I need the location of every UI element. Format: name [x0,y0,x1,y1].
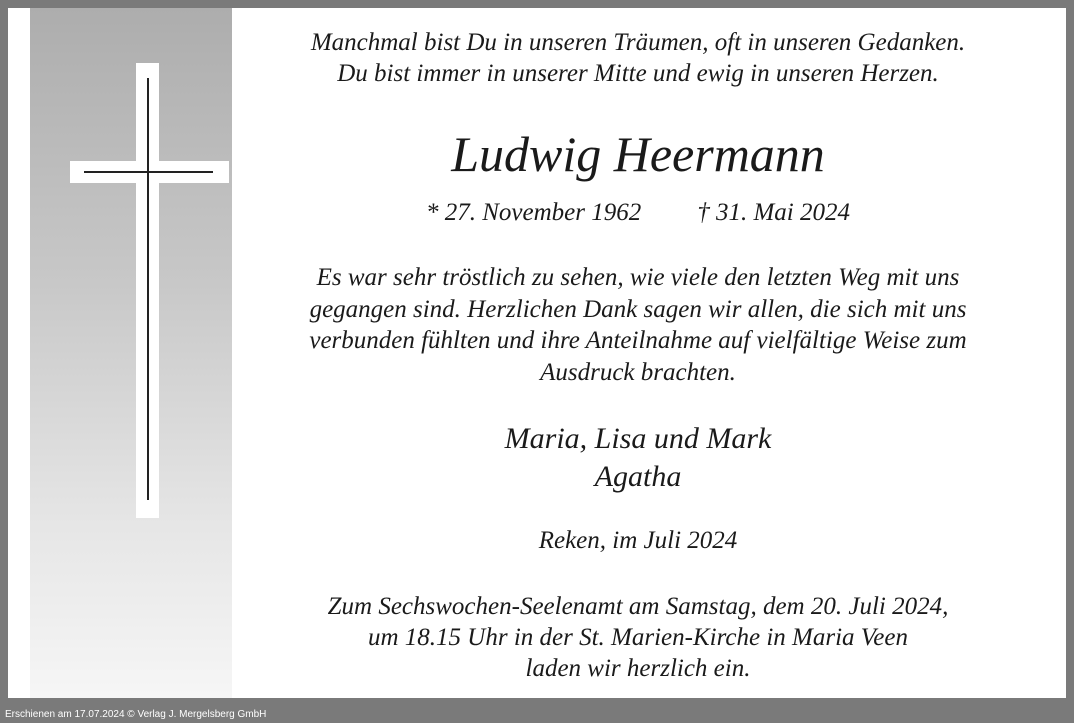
mass-line: Zum Sechswochen-Seelenamt am Samstag, dem 20. Juli 2024, [327,593,949,620]
motto [248,27,1028,89]
death-date: † 31. Mai 2024 [697,199,851,226]
publication-footer: Erschienen am 17.07.2024 © Verlag J. Mergelsberg GmbH [5,709,267,720]
motto-line: Manchmal bist Du in unseren Träumen, oft in unseren Gedanken. [310,29,966,56]
deceased-name: Ludwig Heermann [451,126,825,182]
thanks-line: Ausdruck brachten. [540,358,736,386]
family-signature [248,420,1028,496]
thanks-paragraph [248,262,1028,388]
thanks-line: gegangen sind. Herzlichen Dank sagen wir allen, die sich mit uns [309,295,967,323]
place-and-date: Reken, im Juli 2024 [538,527,738,554]
mass-line: laden wir herzlich ein. [525,655,751,682]
thanks-line: Es war sehr tröstlich zu sehen, wie viele den letzten Weg mit uns [316,264,960,291]
family-line: Agatha [594,460,682,493]
thanks-line: verbunden fühlten und ihre Anteilnahme auf vielfältige Weise zum [309,327,967,354]
obituary-notice [8,8,1066,698]
decorative-side-band [30,8,232,698]
life-dates [248,198,1028,228]
family-line: Maria, Lisa und Mark [504,422,772,455]
memorial-mass-invitation [248,591,1028,684]
motto-line: Du bist immer in unserer Mitte und ewig in unseren Herzen. [337,60,939,87]
birth-date: * 27. November 1962 [425,199,642,226]
mass-line: um 18.15 Uhr in der St. Marien-Kirche in Maria Veen [368,624,908,651]
